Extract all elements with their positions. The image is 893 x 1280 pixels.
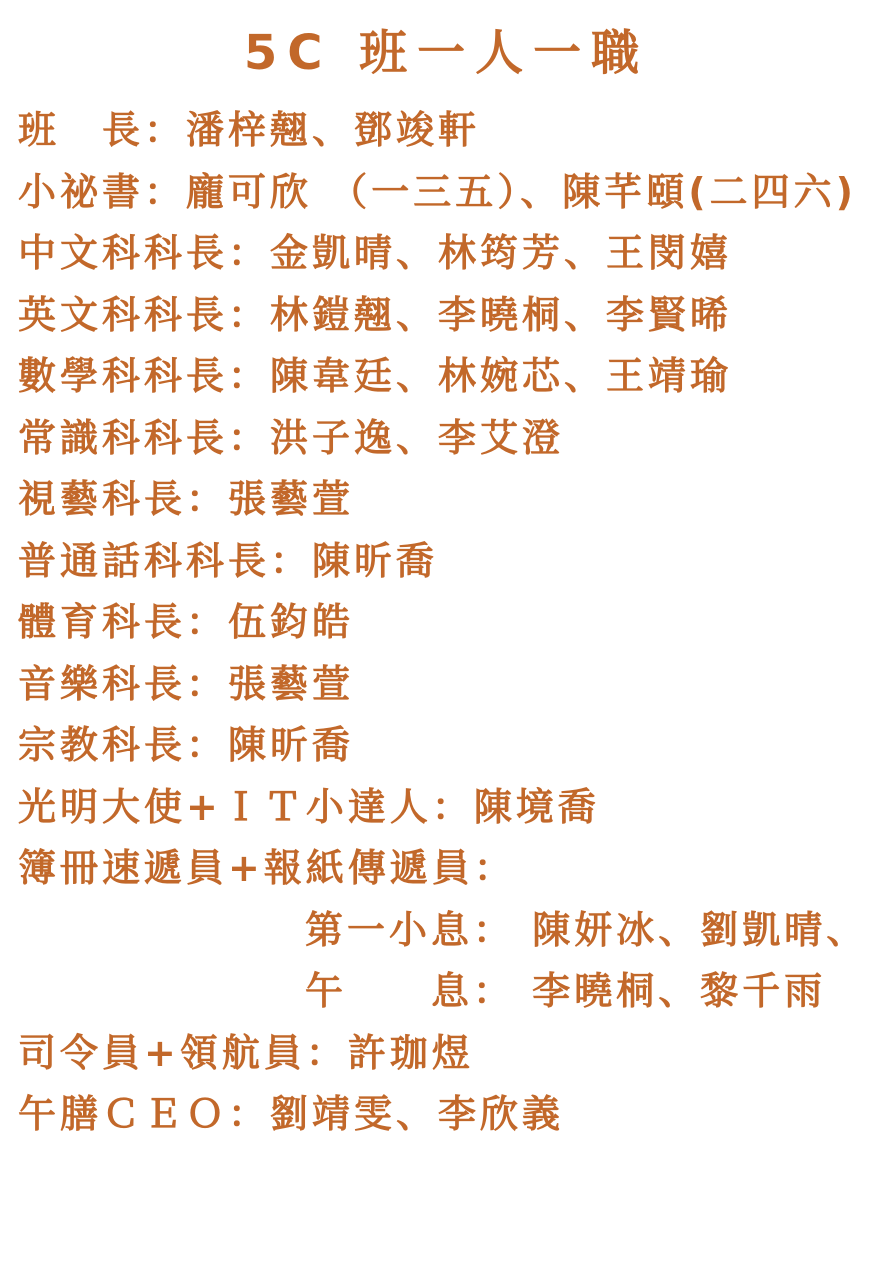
roster-line-math-captain: 數學科科長：陳韋廷、林婉芯、王靖瑜	[18, 354, 733, 398]
roster-line-english-captain: 英文科科長：林鎧翹、李曉桐、李賢晞	[18, 292, 733, 337]
roster-line-it-ambassador: 光明大使+ＩＴ小達人：陳境喬	[18, 784, 600, 829]
roster-line-visual-arts-captain: 視藝科長：張藝萱	[18, 477, 355, 521]
roster-line-religion-captain: 宗教科長：陳昕喬	[18, 723, 355, 767]
roster-line-class-monitor: 班 長：潘梓翹、鄧竣軒	[18, 108, 481, 152]
roster-line-commander-navigator: 司令員+領航員：許珈煜	[18, 1030, 474, 1075]
roster-list	[18, 100, 878, 1146]
roster-line-first-recess: 第一小息： 陳妍冰、劉凱晴、	[305, 907, 869, 952]
roster-line-secretary: 小祕書：龐可欣 （一三五）、陳芊頤(二四六)	[18, 169, 857, 214]
roster-line-music-captain: 音樂科長：張藝萱	[18, 661, 355, 706]
roster-line-putonghua-captain: 普通話科科長：陳昕喬	[18, 538, 439, 583]
roster-line-noon-recess: 午 息： 李曉桐、黎千雨	[305, 969, 827, 1013]
page-title: 5C 班一人一職	[243, 25, 650, 81]
roster-line-courier-header: 簿冊速遞員+報紙傳遞員：	[18, 846, 516, 890]
roster-line-chinese-captain: 中文科科長：金凱晴、林筠芳、王閔嬉	[18, 231, 733, 275]
roster-line-lunch-ceo: 午膳ＣＥＯ：劉靖雯、李欣義	[18, 1092, 565, 1136]
roster-line-pe-captain: 體育科長：伍鈞皓	[18, 600, 355, 644]
roster-line-gs-captain: 常識科科長：洪子逸、李艾澄	[18, 415, 565, 460]
